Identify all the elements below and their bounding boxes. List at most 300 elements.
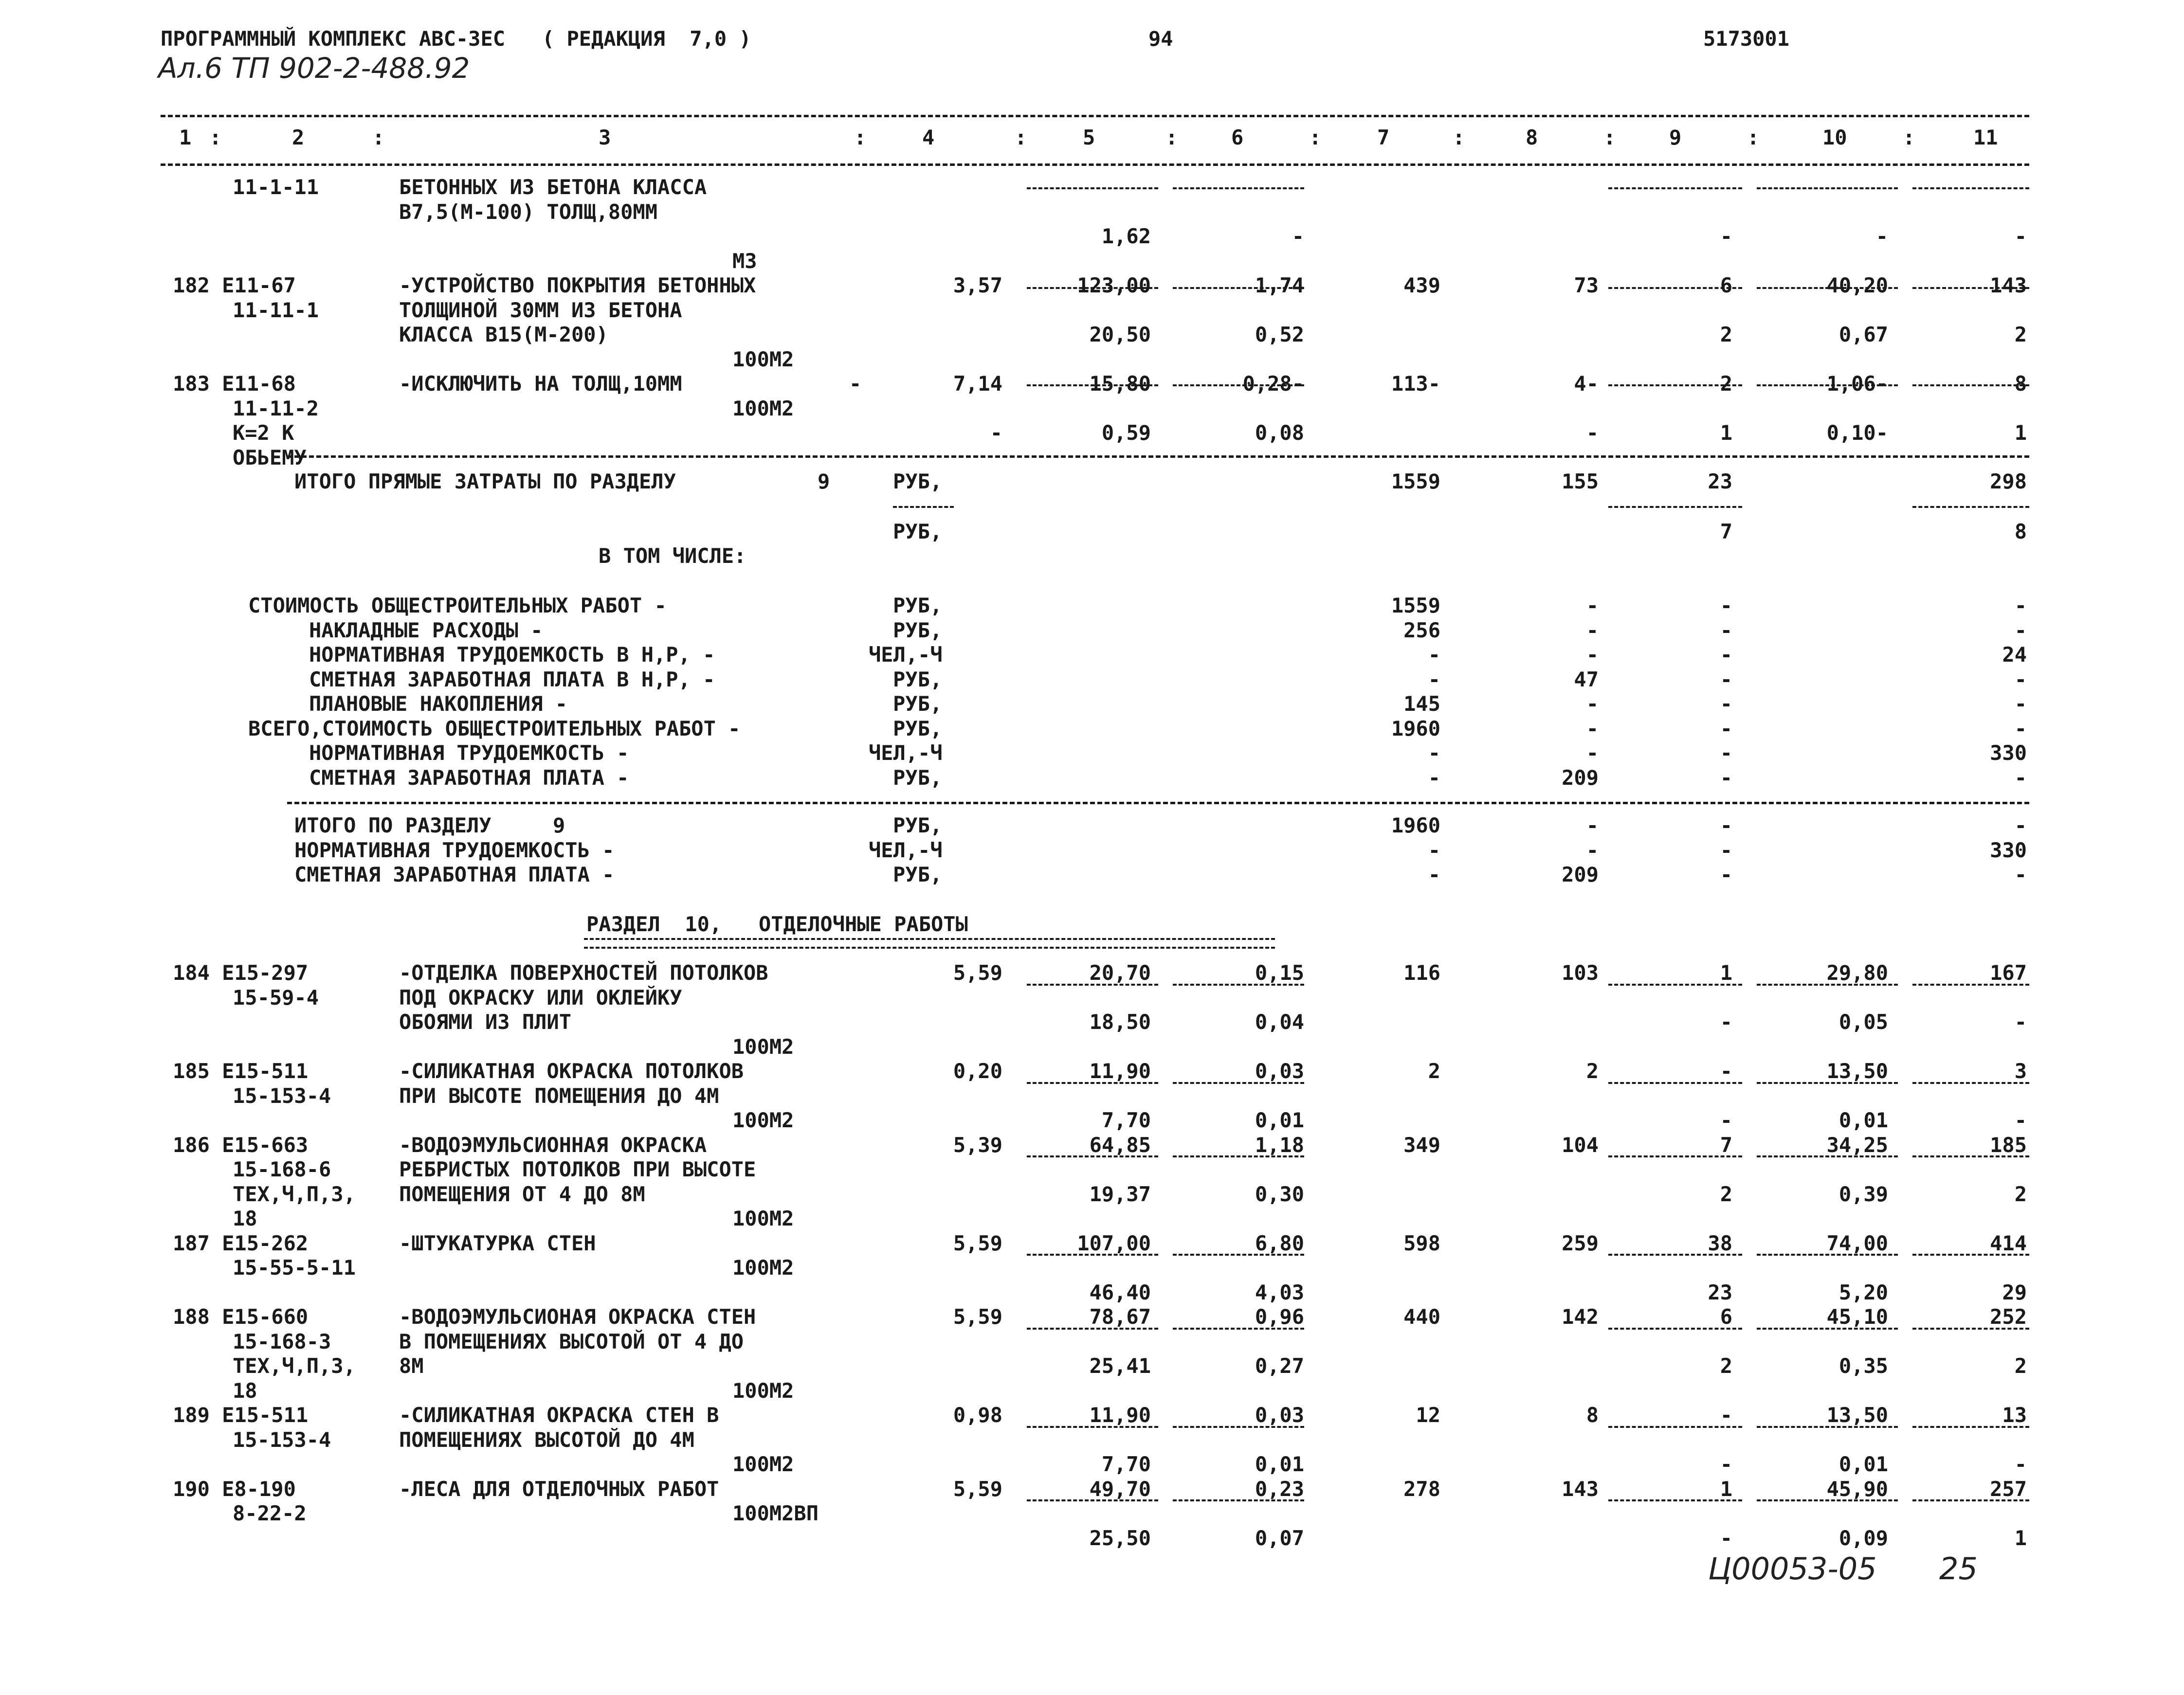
section-total-unit: ЧЕЛ,-Ч (869, 838, 943, 862)
table-cell-c3: В7,5(М-100) ТОЛЩ,80ММ (399, 199, 658, 224)
summary-line-unit: РУБ, (893, 667, 943, 691)
table-cell-c5: 0,59 (1101, 421, 1151, 445)
table-cell-c2: К=2 К (233, 421, 294, 445)
table-cell-c2: 15-153-4 (233, 1427, 331, 1452)
section-total-c7: - (1428, 838, 1440, 862)
table-cell-c9: - (1720, 1010, 1732, 1034)
column-number-5: 5 (1083, 126, 1095, 149)
summary-line-unit: РУБ, (893, 594, 943, 617)
table-cell-c5: 107,00 (1077, 1231, 1151, 1255)
table-cell-c3: -ИСКЛЮЧИТЬ НА ТОЛЩ,10ММ (399, 372, 682, 396)
table-cell-c3: -ОТДЕЛКА ПОВЕРХНОСТЕЙ ПОТОЛКОВ (399, 961, 768, 985)
summary-line-unit: РУБ, (893, 716, 943, 740)
table-cell-c3: 100М2ВП (732, 1501, 819, 1525)
table-cell-c8: 142 (1562, 1305, 1599, 1329)
summary-line-c9: - (1720, 667, 1732, 691)
table-cell-c10: 45,10 (1826, 1305, 1888, 1329)
cell-divider (1027, 384, 1158, 386)
table-cell-c4: 5,59 (953, 1477, 1002, 1501)
table-cell-c11: 13 (2002, 1403, 2027, 1427)
summary-line-c8: - (1586, 618, 1599, 642)
column-number-8: 8 (1526, 126, 1538, 149)
summary-line-label: ПЛАНОВЫЕ НАКОПЛЕНИЯ - (309, 692, 568, 716)
cell-divider (1912, 1254, 2029, 1256)
cell-divider (1608, 287, 1742, 289)
table-cell-c1: 183 Е11-68 (173, 372, 296, 396)
column-number-7: 7 (1377, 126, 1390, 149)
table-cell-c5: 20,50 (1089, 323, 1151, 346)
table-cell-c6: 0,07 (1255, 1526, 1304, 1550)
table-cell-c6: 0,23 (1255, 1477, 1304, 1501)
table-cell-c2: ОБЬЕМУ (233, 445, 307, 469)
cell-divider (1912, 1499, 2029, 1501)
table-cell-c10: - (1875, 224, 1888, 248)
cell-divider (1608, 1426, 1742, 1428)
column-separator: : (372, 126, 385, 149)
table-cell-c10: 45,90 (1826, 1477, 1888, 1501)
summary-line-c11: - (2014, 667, 2027, 691)
direct-costs-label: ИТОГО ПРЯМЫЕ ЗАТРАТЫ ПО РАЗДЕЛУ (294, 469, 676, 493)
table-cell-c1: 188 Е15-660 (173, 1305, 309, 1329)
table-cell-c10: 1,06- (1826, 372, 1888, 396)
table-cell-c5: 25,50 (1089, 1526, 1151, 1550)
cell-divider (1608, 1155, 1742, 1157)
column-number-11: 11 (1973, 126, 1998, 149)
table-cell-c3: ПРИ ВЫСОТЕ ПОМЕЩЕНИЯ ДО 4М (399, 1083, 719, 1108)
footer-stamp: Ц00053-05 (1708, 1551, 1877, 1587)
table-cell-c5: 19,37 (1089, 1182, 1151, 1206)
direct-costs-c8: 155 (1562, 469, 1599, 493)
cell-divider (1608, 1328, 1742, 1330)
section10-title-underline (584, 938, 1275, 949)
cell-divider (1757, 1426, 1898, 1428)
rule-header-bottom (161, 163, 2029, 166)
summary-line-c7: - (1428, 667, 1440, 691)
table-cell-c4: 5,59 (953, 1231, 1002, 1255)
table-cell-c7: 349 (1403, 1133, 1440, 1157)
cell-divider (1173, 187, 1304, 189)
cell-divider (1173, 1082, 1304, 1084)
cell-divider (1912, 187, 2029, 189)
table-cell-c3: 100М2 (732, 1034, 794, 1059)
table-cell-c5: 64,85 (1089, 1133, 1151, 1157)
table-cell-c9: - (1720, 1452, 1732, 1476)
direct-costs-unit: РУБ, (893, 469, 943, 493)
table-cell-c6: 1,74 (1255, 273, 1304, 297)
summary-line-label: СТОИМОСТЬ ОБЩЕСТРОИТЕЛЬНЫХ РАБОТ - (248, 594, 667, 617)
cell-divider (1912, 1082, 2029, 1084)
table-cell-c9: - (1720, 1059, 1732, 1083)
table-cell-c3: -ШТУКАТУРКА СТЕН (399, 1231, 596, 1255)
table-cell-c6: 0,01 (1255, 1452, 1304, 1476)
table-cell-c5: 15,80 (1089, 372, 1151, 396)
table-cell-c2: ТЕХ,Ч,П,3, (233, 1182, 356, 1206)
section-total-c7: 1960 (1391, 813, 1440, 837)
summary-line-c11: 330 (1990, 741, 2027, 765)
summary-line-label: СМЕТНАЯ ЗАРАБОТНАЯ ПЛАТА - (309, 765, 629, 790)
table-cell-c11: 143 (1990, 273, 2027, 297)
section-total-unit: РУБ, (893, 863, 943, 886)
summary-line-unit: РУБ, (893, 765, 943, 790)
cell-divider (1912, 1155, 2029, 1157)
table-cell-c3: 100М2 (732, 1108, 794, 1132)
table-cell-c3: М3 (732, 249, 757, 273)
summary-line-label: СМЕТНАЯ ЗАРАБОТНАЯ ПЛАТА В Н,Р, - (309, 667, 715, 691)
summary-line-unit: ЧЕЛ,-Ч (869, 643, 943, 667)
table-cell-c7: 12 (1416, 1403, 1440, 1427)
summary-line-c7: 1559 (1391, 594, 1440, 617)
table-cell-c10: 40,20 (1826, 273, 1888, 297)
cell-divider (1608, 1499, 1742, 1501)
summary-line-unit: РУБ, (893, 692, 943, 716)
table-cell-c4: 3,57 (953, 273, 1002, 297)
table-cell-c8: 259 (1562, 1231, 1599, 1255)
table-cell-c2: 15-168-6 (233, 1157, 331, 1181)
table-cell-c2: ТЕХ,Ч,П,3, (233, 1354, 356, 1378)
footer-sheet-number: 25 (1939, 1551, 1978, 1587)
table-cell-c4: 5,59 (953, 1305, 1002, 1329)
direct-costs-section: 9 (818, 469, 830, 493)
cell-divider (893, 506, 954, 508)
table-cell-c3b: - (849, 372, 862, 396)
table-cell-c2: 15-153-4 (233, 1083, 331, 1108)
cell-divider (1608, 1254, 1742, 1256)
table-cell-c5: 18,50 (1089, 1010, 1151, 1034)
column-number-6: 6 (1231, 126, 1244, 149)
column-separator: : (1015, 126, 1027, 149)
section-total-c8: - (1586, 838, 1599, 862)
table-cell-c10: 0,01 (1838, 1108, 1888, 1132)
cell-divider (1173, 1155, 1304, 1157)
table-cell-c3: 100М2 (732, 1207, 794, 1230)
table-cell-c5: 11,90 (1089, 1403, 1151, 1427)
cell-divider (1027, 1328, 1158, 1330)
summary-line-unit: РУБ, (893, 618, 943, 642)
table-cell-c7: 278 (1403, 1477, 1440, 1501)
summary-line-unit: ЧЕЛ,-Ч (869, 741, 943, 765)
table-cell-c7: 116 (1403, 961, 1440, 985)
table-cell-c6: 0,04 (1255, 1010, 1304, 1034)
table-cell-c10: 0,05 (1838, 1010, 1888, 1034)
table-cell-c11: - (2014, 1010, 2027, 1034)
section-total-c11: 330 (1990, 838, 2027, 862)
table-cell-c3: -ЛЕСА ДЛЯ ОТДЕЛОЧНЫХ РАБОТ (399, 1477, 719, 1501)
column-number-1: 1 (179, 126, 192, 149)
table-cell-c4: 5,59 (953, 961, 1002, 985)
summary-line-c9: - (1720, 692, 1732, 716)
table-cell-c11: 2 (2014, 323, 2027, 346)
table-cell-c8: - (1586, 421, 1599, 445)
table-cell-c7: 440 (1403, 1305, 1440, 1329)
table-cell-c1: 190 Е8-190 (173, 1477, 296, 1501)
cell-divider (1608, 506, 1742, 508)
rule-top (161, 115, 2029, 117)
summary-line-c7: - (1428, 765, 1440, 790)
table-cell-c3: 100М2 (732, 396, 794, 420)
rule-section9-total (287, 802, 2029, 804)
column-number-3: 3 (599, 126, 611, 149)
column-separator: : (1309, 126, 1322, 149)
cell-divider (1912, 506, 2029, 508)
table-cell-c2: 15-59-4 (233, 985, 319, 1010)
cell-divider (1027, 187, 1158, 189)
table-cell-c9: 6 (1720, 273, 1732, 297)
table-cell-c3: 100М2 (732, 1378, 794, 1403)
summary-line-label: НОРМАТИВНАЯ ТРУДОЕМКОСТЬ - (309, 741, 629, 765)
table-cell-c7: 598 (1403, 1231, 1440, 1255)
table-cell-c11: 185 (1990, 1133, 2027, 1157)
summary-line-c11: - (2014, 765, 2027, 790)
cell-divider (1173, 1254, 1304, 1256)
table-cell-c2: 11-11-2 (233, 396, 319, 420)
cell-divider (1912, 287, 2029, 289)
cell-divider (1912, 1328, 2029, 1330)
summary-line-c11: 24 (2002, 643, 2027, 667)
direct-costs-c9-2: 7 (1720, 520, 1732, 543)
table-cell-c10: 34,25 (1826, 1133, 1888, 1157)
table-cell-c9: - (1720, 224, 1732, 248)
table-cell-c6: 0,01 (1255, 1108, 1304, 1132)
table-cell-c10: 0,67 (1838, 323, 1888, 346)
table-cell-c11: - (2014, 1108, 2027, 1132)
table-cell-c5: 78,67 (1089, 1305, 1151, 1329)
table-cell-c9: 38 (1708, 1231, 1732, 1255)
rule-section9-summary (287, 455, 2029, 458)
direct-costs-unit-2: РУБ, (893, 520, 943, 543)
table-cell-c9: 7 (1720, 1133, 1732, 1157)
table-cell-c5: 49,70 (1089, 1477, 1151, 1501)
column-number-10: 10 (1822, 126, 1847, 149)
summary-line-c8: 47 (1574, 667, 1599, 691)
table-cell-c5: 25,41 (1089, 1354, 1151, 1378)
section-total-c7: - (1428, 863, 1440, 886)
table-cell-c10: 13,50 (1826, 1403, 1888, 1427)
table-cell-c2: 11-1-11 (233, 175, 319, 199)
direct-costs-c11: 298 (1990, 469, 2027, 493)
table-cell-c9: - (1720, 1403, 1732, 1427)
cell-divider (1608, 187, 1742, 189)
summary-line-c11: - (2014, 716, 2027, 740)
table-cell-c5: 11,90 (1089, 1059, 1151, 1083)
column-separator: : (1165, 126, 1178, 149)
table-cell-c11: - (2014, 224, 2027, 248)
cell-divider (1912, 384, 2029, 386)
cell-divider (1608, 1082, 1742, 1084)
column-separator: : (1603, 126, 1616, 149)
table-cell-c5: 123,00 (1077, 273, 1151, 297)
cell-divider (1757, 1328, 1898, 1330)
summary-line-c8: 209 (1562, 765, 1599, 790)
direct-costs-c7: 1559 (1391, 469, 1440, 493)
table-cell-c3: БЕТОННЫХ ИЗ БЕТОНА КЛАССА (399, 175, 707, 199)
summary-line-c8: - (1586, 741, 1599, 765)
cell-divider (1027, 1082, 1158, 1084)
page-number: 94 (1148, 27, 1173, 51)
section-total-c9: - (1720, 813, 1732, 837)
cell-divider (1027, 1155, 1158, 1157)
table-cell-c6: - (1292, 224, 1304, 248)
section-total-c11: - (2014, 863, 2027, 886)
table-cell-c4: 7,14 (953, 372, 1002, 396)
table-cell-c10: 13,50 (1826, 1059, 1888, 1083)
column-number-2: 2 (292, 126, 305, 149)
column-separator: : (854, 126, 867, 149)
table-cell-c7: 2 (1428, 1059, 1440, 1083)
summary-line-label: ВСЕГО,СТОИМОСТЬ ОБЩЕСТРОИТЕЛЬНЫХ РАБОТ - (248, 716, 741, 740)
table-cell-c11: 3 (2014, 1059, 2027, 1083)
table-cell-c3: -СИЛИКАТНАЯ ОКРАСКА ПОТОЛКОВ (399, 1059, 744, 1083)
table-cell-c9: - (1720, 1108, 1732, 1132)
summary-line-c7: 256 (1403, 618, 1440, 642)
table-cell-c2: 15-55-5-11 (233, 1256, 356, 1280)
table-cell-c2: 8-22-2 (233, 1501, 307, 1525)
summary-line-c7: - (1428, 643, 1440, 667)
table-cell-c6: 4,03 (1255, 1280, 1304, 1304)
table-cell-c3: 100М2 (732, 1256, 794, 1280)
cell-divider (1757, 984, 1898, 986)
table-cell-c6: 0,08 (1255, 421, 1304, 445)
column-separator: : (1747, 126, 1760, 149)
table-cell-c10: 74,00 (1826, 1231, 1888, 1255)
cell-divider (1757, 1082, 1898, 1084)
summary-line-c9: - (1720, 618, 1732, 642)
summary-line-c7: - (1428, 741, 1440, 765)
including-label: В ТОМ ЧИСЛЕ: (599, 544, 746, 568)
table-cell-c9: 1 (1720, 961, 1732, 985)
cell-divider (1173, 1426, 1304, 1428)
table-cell-c11: 414 (1990, 1231, 2027, 1255)
table-cell-c7: 439 (1403, 273, 1440, 297)
summary-line-label: НАКЛАДНЫЕ РАСХОДЫ - (309, 618, 543, 642)
cell-divider (1912, 1426, 2029, 1428)
table-cell-c2: 11-11-1 (233, 298, 319, 322)
column-separator: : (1903, 126, 1915, 149)
table-cell-c3: 100М2 (732, 1452, 794, 1476)
table-cell-c3: РЕБРИСТЫХ ПОТОЛКОВ ПРИ ВЫСОТЕ (399, 1157, 756, 1181)
table-cell-c9: 1 (1720, 1477, 1732, 1501)
cell-divider (1757, 384, 1898, 386)
summary-line-c9: - (1720, 594, 1732, 617)
section-total-c8: - (1586, 813, 1599, 837)
handwritten-reference: Ал.6 ТП 902-2-488.92 (158, 52, 470, 85)
direct-costs-c11-2: 8 (2014, 520, 2027, 543)
program-title: ПРОГРАММНЫЙ КОМПЛЕКС АВС-3ЕС ( РЕДАКЦИЯ 7,0 ) (161, 27, 751, 51)
summary-line-c9: - (1720, 716, 1732, 740)
summary-line-c9: - (1720, 643, 1732, 667)
table-cell-c5: 7,70 (1101, 1452, 1151, 1476)
table-cell-c11: 2 (2014, 1182, 2027, 1206)
table-cell-c9: 2 (1720, 323, 1732, 346)
table-cell-c8: 104 (1562, 1133, 1599, 1157)
summary-line-c9: - (1720, 741, 1732, 765)
cell-divider (1757, 1155, 1898, 1157)
table-cell-c11: - (2014, 1452, 2027, 1476)
table-cell-c6: 6,80 (1255, 1231, 1304, 1255)
table-cell-c4: 0,20 (953, 1059, 1002, 1083)
table-cell-c3: -ВОДОЭМУЛЬСИОНАЯ ОКРАСКА СТЕН (399, 1305, 756, 1329)
table-cell-c9: 1 (1720, 421, 1732, 445)
table-cell-c2: 18 (233, 1378, 257, 1403)
section-total-label: НОРМАТИВНАЯ ТРУДОЕМКОСТЬ - (294, 838, 615, 862)
table-cell-c11: 252 (1990, 1305, 2027, 1329)
table-cell-c1: 182 Е11-67 (173, 273, 296, 297)
cell-divider (1912, 984, 2029, 986)
table-cell-c5: 1,62 (1101, 224, 1151, 248)
table-cell-c3: ПОМЕЩЕНИЯХ ВЫСОТОЙ ДО 4М (399, 1427, 694, 1452)
summary-line-c8: - (1586, 594, 1599, 617)
table-cell-c9: 2 (1720, 1182, 1732, 1206)
direct-costs-c9: 23 (1708, 469, 1732, 493)
summary-line-c8: - (1586, 643, 1599, 667)
table-cell-c7: 113- (1391, 372, 1440, 396)
table-cell-c11: 257 (1990, 1477, 2027, 1501)
table-cell-c3: В ПОМЕЩЕНИЯХ ВЫСОТОЙ ОТ 4 ДО (399, 1329, 744, 1353)
table-cell-c6: 1,18 (1255, 1133, 1304, 1157)
cell-divider (1027, 984, 1158, 986)
summary-line-c11: - (2014, 618, 2027, 642)
table-cell-c10: 0,39 (1838, 1182, 1888, 1206)
table-cell-c3: ТОЛЩИНОЙ 30ММ ИЗ БЕТОНА (399, 298, 682, 322)
cell-divider (1027, 1426, 1158, 1428)
cell-divider (1027, 287, 1158, 289)
section-total-label: СМЕТНАЯ ЗАРАБОТНАЯ ПЛАТА - (294, 863, 615, 886)
table-cell-c6: 0,03 (1255, 1059, 1304, 1083)
summary-line-c11: - (2014, 594, 2027, 617)
table-cell-c3: ОБОЯМИ ИЗ ПЛИТ (399, 1010, 572, 1034)
column-number-4: 4 (922, 126, 935, 149)
table-cell-c6: 0,96 (1255, 1305, 1304, 1329)
table-cell-c3: -ВОДОЭМУЛЬСИОННАЯ ОКРАСКА (399, 1133, 707, 1157)
table-cell-c8: 73 (1574, 273, 1599, 297)
table-cell-c3: КЛАССА В15(М-200) (399, 323, 608, 346)
table-cell-c10: 0,10- (1826, 421, 1888, 445)
cell-divider (1608, 384, 1742, 386)
table-cell-c6: 0,03 (1255, 1403, 1304, 1427)
summary-line-c9: - (1720, 765, 1732, 790)
table-cell-c11: 1 (2014, 1526, 2027, 1550)
table-cell-c9: 6 (1720, 1305, 1732, 1329)
table-cell-c3: 100М2 (732, 347, 794, 371)
section10-title: РАЗДЕЛ 10, ОТДЕЛОЧНЫЕ РАБОТЫ (586, 912, 968, 936)
cell-divider (1173, 384, 1304, 386)
table-cell-c11: 8 (2014, 372, 2027, 396)
table-cell-c3: ПОД ОКРАСКУ ИЛИ ОКЛЕЙКУ (399, 985, 682, 1010)
table-cell-c3: 8М (399, 1354, 424, 1378)
table-cell-c5: 46,40 (1089, 1280, 1151, 1304)
table-cell-c4: 5,39 (953, 1133, 1002, 1157)
cell-divider (1757, 1499, 1898, 1501)
summary-line-c7: 145 (1403, 692, 1440, 716)
table-cell-c10: 29,80 (1826, 961, 1888, 985)
cell-divider (1608, 984, 1742, 986)
table-cell-c4: 0,98 (953, 1403, 1002, 1427)
table-cell-c8: 143 (1562, 1477, 1599, 1501)
cell-divider (1027, 1499, 1158, 1501)
document-code: 5173001 (1703, 27, 1790, 51)
cell-divider (1757, 187, 1898, 189)
table-cell-c8: 8 (1586, 1403, 1599, 1427)
cell-divider (1027, 1254, 1158, 1256)
table-cell-c5: 20,70 (1089, 961, 1151, 985)
table-cell-c5: 7,70 (1101, 1108, 1151, 1132)
cell-divider (1173, 1328, 1304, 1330)
cell-divider (1173, 984, 1304, 986)
table-cell-c6: 0,28- (1242, 372, 1304, 396)
cell-divider (1173, 1499, 1304, 1501)
summary-line-label: НОРМАТИВНАЯ ТРУДОЕМКОСТЬ В Н,Р, - (309, 643, 715, 667)
cell-divider (1173, 287, 1304, 289)
cell-divider (1757, 1254, 1898, 1256)
